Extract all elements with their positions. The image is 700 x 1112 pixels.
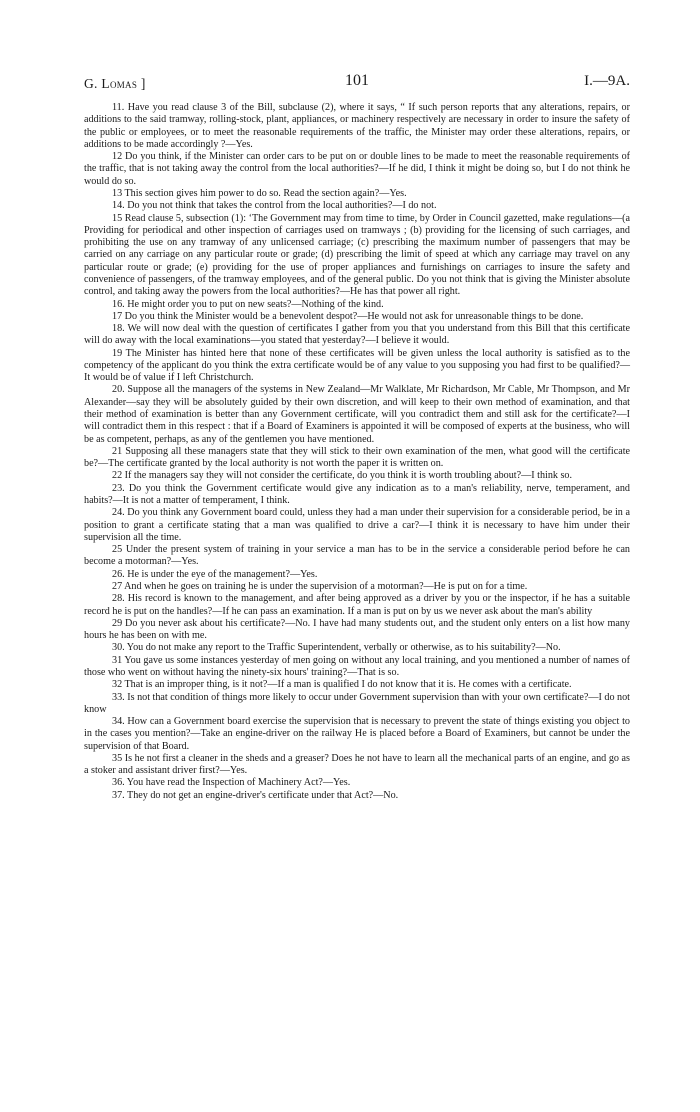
question-paragraph: 33. Is not that condition of things more likely to occur under Government supervision than with your own certificate?—I do not know <box>84 691 630 715</box>
page-number: 101 <box>345 72 369 89</box>
question-paragraph: 23. Do you think the Government certificate would give any indication as to a man's reliability, nerve, temperament, and habits?—It is not a matter of temperament, I think. <box>84 482 630 506</box>
question-paragraph: 34. How can a Government board exercise the supervision that is necessary to prevent the state of things existing you object to in the cases you mention?—Take an engine-driver on the railway He is placed before a Board of Examiners, but cannot be under the supervision of that Board. <box>84 716 630 752</box>
question-paragraph: 22 If the managers say they will not consider the certificate, do you think it is worth troubling about?—I think so. <box>112 470 573 482</box>
question-paragraph: 16. He might order you to put on new seats?—Nothing of the kind. <box>112 298 384 310</box>
question-paragraph: 13 This section gives him power to do so. Read the section again?—Yes. <box>112 187 407 199</box>
question-paragraph: 21 Supposing all these managers state that they will stick to their own examination of the men, what good will the certificate be?—The certificate granted by the local authority is not worth the paper it is written on. <box>84 445 630 470</box>
question-paragraph: 24. Do you think any Government board could, unless they had a man under their supervision for a considerable period, be in a position to grant a certificate stating that a man was qualified to drive a car?—I think it is necessary to have him under their supervision all the time. <box>84 507 630 543</box>
question-paragraph: 28. His record is known to the management, and after being approved as a driver by you or the inspector, if he has a suitable record he is put on the handles?—If he can pass an examination. If a man is put on by us we never ask about the man's ability <box>84 593 630 617</box>
question-paragraph: 26. He is under the eye of the management?—Yes. <box>112 568 318 580</box>
evidence-text <box>84 102 630 802</box>
question-paragraph: 35 Is he not first a cleaner in the sheds and a greaser? Does he not have to learn all the mechanical parts of an engine, and go as a stoker and assistant driver first?—Yes. <box>84 752 630 777</box>
question-paragraph: 20. Suppose all the managers of the systems in New Zealand—Mr Walklate, Mr Richardson, Mr Cable, Mr Thompson, and Mr Alexander—say they will be absolutely guided by their own discretion, and will keep to their own method of examination, and that their method of examination is better than any Government certificate, will you contradict them and still ask for the certificate?—I will contradict them in this respect : that if a Board of Examiners is appointed it will be composed of experts at the business, who will be as competent, perhaps, as any of the gentlemen you have mentioned. <box>84 384 630 445</box>
question-paragraph: 14. Do you not think that takes the control from the local authorities?—I do not. <box>112 200 437 212</box>
question-paragraph: 30. You do not make any report to the Traffic Superintendent, verbally or otherwise, as to his suitability?—No. <box>112 642 561 654</box>
document-reference: I.—9A. <box>584 73 630 89</box>
question-paragraph: 19 The Minister has hinted here that none of these certificates will be given unless the local authority is satisfied as to the competency of the applicant do you think the extra certificate would be of any value to you supposing you had first to be qualified?—It would be of value if I left Christchurch. <box>84 347 630 384</box>
question-paragraph: 15 Read clause 5, subsection (1): ‘The Government may from time to time, by Order in Council gazetted, make regulations—(a Providing for periodical and other inspection of carriages used on tramways ; (b) providing for the licensing of such carriages, and prohibiting the use on any tramway of any unlicensed carriage; (c) prescribing the maximum number of passengers that may be carried on any carriage on any particular route or grade; (d) prescribing the limit of speed at which any carriage may travel on any particular route or grade; (e) providing for the use of proper appliances and furnishings on carriages to insure the safety and convenience of passengers, of the tramway employees, and of the general public. Do you not think that is giving the Minister absolute control, and taking away the powers from the local authorities?—He has that power all right. <box>84 212 630 298</box>
question-paragraph: 12 Do you think, if the Minister can order cars to be put on or double lines to be made to meet the reasonable requirements of the traffic, that is not taking away the control from the local authorities?—If he did, I think it might be doing so, but I do not think he would do so. <box>84 151 630 187</box>
question-paragraph: 32 That is an improper thing, is it not?—If a man is qualified I do not know that it is. He comes with a certificate. <box>112 679 572 691</box>
witness-name-header: G. Lomas ] <box>84 76 146 91</box>
question-paragraph: 27 And when he goes on training he is under the supervision of a motorman?—He is put on for a time. <box>112 580 528 592</box>
question-paragraph: 11. Have you read clause 3 of the Bill, subclause (2), where it says, “ If such person reports that any alterations, repairs, or additions to the said tramway, rolling-stock, plant, appliances, or machinery respectively are necessary in order to insure the safety of the public or employees, or to meet the reasonable requirements of the traffic, the Minister may order these alterations, repairs, or additions to be made accordingly ?—Yes. <box>84 102 630 150</box>
document-page <box>84 72 630 802</box>
page-header <box>84 72 630 94</box>
question-paragraph: 29 Do you never ask about his certificate?—No. I have had many students out, and the student only enters on a list how many hours he has been on with me. <box>84 617 630 642</box>
question-paragraph: 31 You gave us some instances yesterday of men going on without any local training, and you mentioned a number of names of those who went on without having the ninety-six hours' training?—That is so. <box>84 654 630 678</box>
question-paragraph: 25 Under the present system of training in your service a man has to be in the service a considerable period before he can become a motorman?—Yes. <box>84 544 630 568</box>
question-paragraph: 36. You have read the Inspection of Machinery Act?—Yes. <box>112 777 351 789</box>
question-paragraph: 37. They do not get an engine-driver's certificate under that Act?—No. <box>112 789 399 801</box>
question-paragraph: 18. We will now deal with the question of certificates I gather from you that you understand from this Bill that this certificate will do away with the local examinations—you stated that yesterday?—I believe it would. <box>84 323 630 347</box>
question-paragraph: 17 Do you think the Minister would be a benevolent despot?—He would not ask for unreasonable things to be done. <box>112 310 584 322</box>
